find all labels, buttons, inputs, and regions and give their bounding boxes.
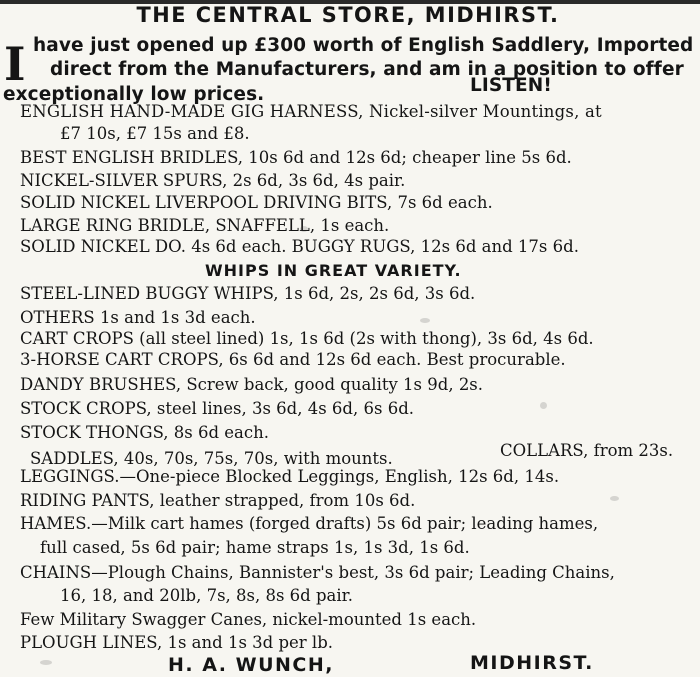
item-saddles: SADDLES, 40s, 70s, 75s, 70s, with mounts. [30, 449, 393, 468]
ink-speck [420, 318, 430, 323]
item-3-horse-crops: 3-HORSE CART CROPS, 6s 6d and 12s 6d each. Best procurable. [20, 350, 566, 369]
store-heading: THE CENTRAL STORE, MIDHIRST. [136, 3, 560, 27]
listen-callout: LISTEN! [470, 75, 552, 96]
item-nickel-buggy-rugs: SOLID NICKEL DO. 4s 6d each. BUGGY RUGS, 12s 6d and 17s 6d. [20, 237, 579, 256]
item-ring-bridle: LARGE RING BRIDLE, SNAFFELL, 1s each. [20, 216, 390, 235]
item-riding-pants: RIDING PANTS, leather strapped, from 10s 6d. [20, 491, 416, 510]
item-bridles: BEST ENGLISH BRIDLES, 10s 6d and 12s 6d; cheaper line 5s 6d. [20, 148, 572, 167]
item-leggings: LEGGINGS.—One-piece Blocked Leggings, English, 12s 6d, 14s. [20, 467, 560, 486]
ink-speck [40, 660, 52, 665]
whips-subheading: WHIPS IN GREAT VARIETY. [205, 261, 462, 280]
item-collars: COLLARS, from 23s. [500, 441, 674, 460]
item-plough-lines: PLOUGH LINES, 1s and 1s 3d per lb. [20, 633, 334, 652]
ink-speck [540, 402, 547, 409]
item-driving-bits: SOLID NICKEL LIVERPOOL DRIVING BITS, 7s 6d each. [20, 193, 493, 212]
signature-place: MIDHIRST. [470, 652, 594, 674]
item-swagger-canes: Few Military Swagger Canes, nickel-mounted 1s each. [20, 610, 477, 629]
signature-name: H. A. WUNCH, [168, 654, 334, 676]
ink-speck [300, 226, 308, 232]
item-stock-thongs: STOCK THONGS, 8s 6d each. [20, 423, 270, 442]
item-spurs: NICKEL-SILVER SPURS, 2s 6d, 3s 6d, 4s pair. [20, 171, 406, 190]
item-chains-continued: 16, 18, and 20lb, 7s, 8s, 8s 6d pair. [60, 586, 353, 605]
item-chains: CHAINS—Plough Chains, Bannister's best, 3s 6d pair; Leading Chains, [20, 563, 615, 582]
item-stock-crops: STOCK CROPS, steel lines, 3s 6d, 4s 6d, 6s 6d. [20, 399, 415, 418]
item-dandy-brushes: DANDY BRUSHES, Screw back, good quality 1s 9d, 2s. [20, 375, 484, 394]
intro-line-1: have just opened up £300 worth of English Saddlery, Imported [33, 35, 694, 56]
ink-speck [610, 496, 619, 501]
item-cart-crops: CART CROPS (all steel lined) 1s, 1s 6d (2s with thong), 3s 6d, 4s 6d. [20, 329, 594, 348]
item-buggy-whips: STEEL-LINED BUGGY WHIPS, 1s 6d, 2s, 2s 6d, 3s 6d. [20, 284, 476, 303]
item-hames-continued: full cased, 5s 6d pair; hame straps 1s, 1s 3d, 1s 6d. [40, 538, 470, 557]
intro-line-2: direct from the Manufacturers, and am in a position to offer [50, 59, 684, 80]
item-gig-harness-prices: £7 10s, £7 15s and £8. [60, 124, 250, 143]
item-gig-harness: ENGLISH HAND-MADE GIG HARNESS, Nickel-silver Mountings, at [20, 102, 602, 121]
drop-cap: I [4, 37, 26, 91]
item-others: OTHERS 1s and 1s 3d each. [20, 308, 256, 327]
intro-line-3: exceptionally low prices. [3, 84, 265, 105]
item-hames: HAMES.—Milk cart hames (forged drafts) 5s 6d pair; leading hames, [20, 514, 599, 533]
